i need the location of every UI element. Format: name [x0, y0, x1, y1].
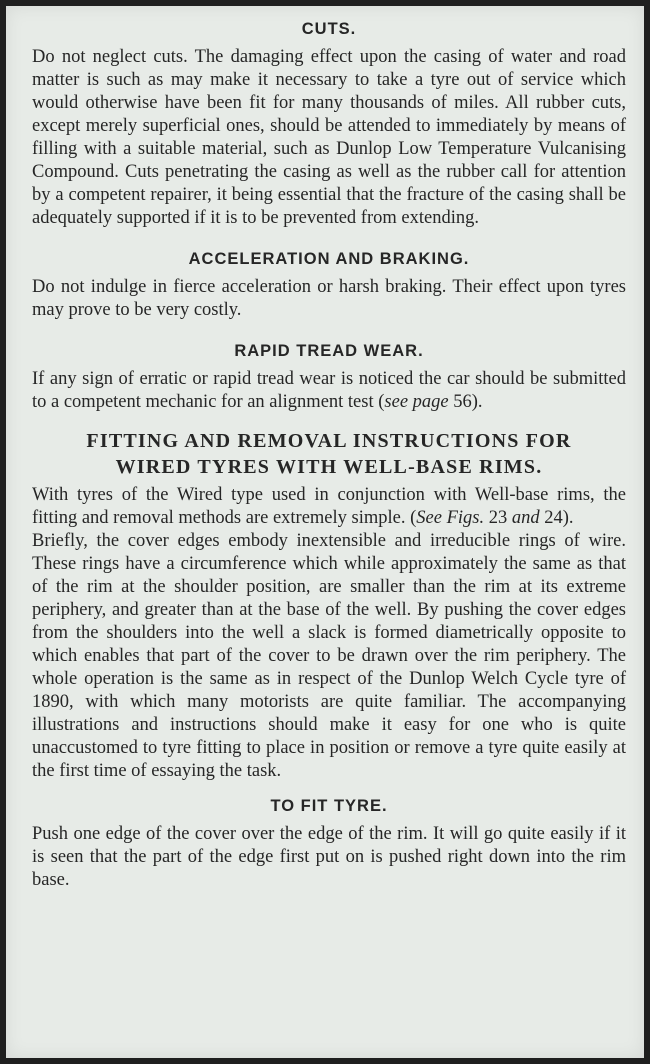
page-ref-italic: see page	[384, 392, 449, 412]
fig-ref-num2: 24).	[539, 508, 574, 528]
fitting-heading-line1: FITTING AND REMOVAL INSTRUCTIONS FOR	[86, 430, 572, 452]
fig-ref-italic1: See Figs.	[416, 508, 485, 528]
cuts-paragraph: Do not neglect cuts. The damaging effect upon the casing of water and road matter is such as may make it necessary to take a tyre out of service which would otherwise have been fit for many thousands of miles. All rubber cuts, except merely superficial ones, should be attended to immediately by means of filling with a suitable material, such as Dunlop Low Temperature Vulcanising Compound. Cuts penetrating the casing as well as the rubber call for attention by a competent repairer, it being essential that the fracture of the casing shall be adequately supported if it is to be prevented from extending.	[32, 47, 626, 228]
tread-text: If any sign of erratic or rapid tread wear is noticed the car should be submitted to a competent mechanic for an alignment test	[32, 369, 626, 412]
fitting-body: Briefly, the cover edges embody inextensible and irreducible rings of wire. These rings have a circumference which while approximately the same as that of the rim at the shoulder position, are smaller than the rim at its extreme periphery, and greater than at the base of the well. By pushing the cover edges from the shoulders into the well a slack is formed diametrically opposite to which enables that part of the cover to be drawn over the rim periphery. The whole operation is the same as in respect of the Dunlop Welch Cycle tyre of 1890, with which many motorists are quite familiar. The accompanying illustrations and instructions should make it easy for one who is quite unaccustomed to tyre fitting to place in position or remove a tyre quite easily at the first time of essaying the task.	[32, 531, 626, 781]
tread-paragraph	[32, 368, 626, 414]
fitting-intro-text: With tyres of the Wired type used in conjunction with Well-base rims, the fitting and removal methods are extremely simple.	[32, 485, 626, 528]
page-ref-open: (	[378, 392, 385, 412]
fitting-heading	[32, 428, 626, 480]
page-content	[32, 18, 626, 892]
fitting-heading-line2: WIRED TYRES WITH WELL-BASE RIMS.	[115, 456, 543, 478]
book-page	[6, 6, 644, 1058]
acceleration-heading: ACCELERATION AND BRAKING.	[188, 250, 470, 268]
to-fit-heading: TO FIT TYRE.	[270, 797, 388, 815]
cuts-heading: CUTS.	[301, 20, 357, 38]
spacer	[32, 322, 626, 340]
fig-ref-italic2: and	[511, 508, 540, 528]
fitting-intro	[32, 484, 626, 530]
fig-ref-open: (	[410, 508, 417, 528]
tread-heading: RAPID TREAD WEAR.	[234, 342, 424, 360]
page-ref-close: 56).	[448, 392, 483, 412]
spacer	[32, 230, 626, 248]
acceleration-paragraph: Do not indulge in fierce acceleration or harsh braking. Their effect upon tyres may prove to be very costly.	[32, 277, 626, 320]
spacer	[32, 783, 626, 795]
to-fit-paragraph: Push one edge of the cover over the edge of the rim. It will go quite easily if it is seen that the part of the edge first put on is pushed right down into the rim base.	[32, 824, 626, 890]
fig-ref-num1: 23	[484, 508, 512, 528]
